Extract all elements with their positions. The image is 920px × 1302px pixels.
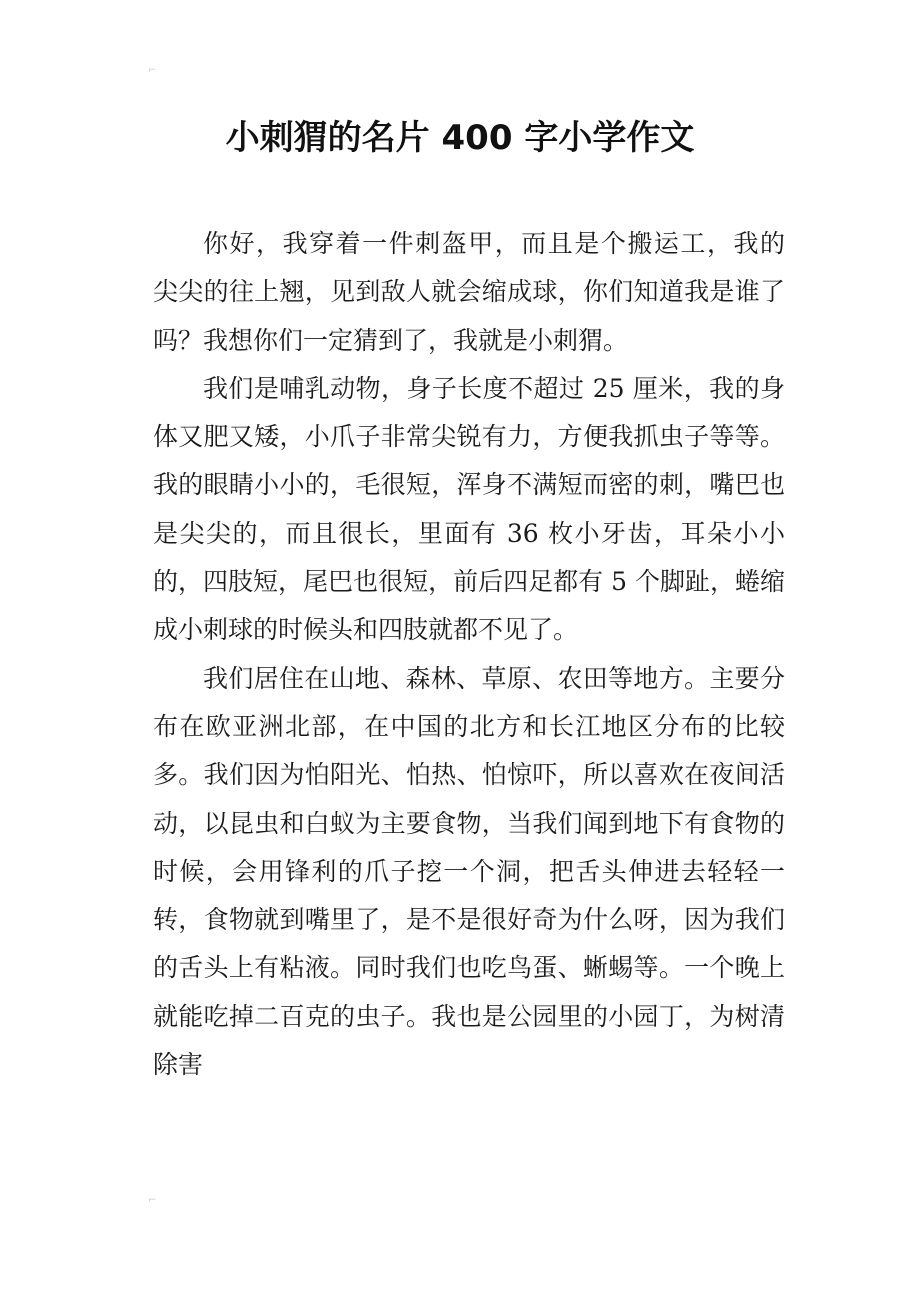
page-title: 小刺猬的名片 400 字小学作文 [225,118,695,158]
crop-mark-icon: ⌐ [148,1195,157,1206]
paragraph-1: 你好，我穿着一件刺盔甲，而且是个搬运工，我的 尖尖的往上翘，见到敌人就会缩成球，你们知道我是谁了吗？我想你们一定猜到了，我就是小刺猬。 [153,229,785,355]
paragraph-3: 我们居住在山地、森林、草原、农田等地方。主要分布在欧亚洲北部，在中国的北方和长江地区分布的比较多。我们因为怕阳光、怕热、怕惊吓，所以喜欢在夜间活动，以昆虫和白蚁为主要食物，当我们闻到地下有食物的时候，会用锋利的爪子挖一个洞，把舌头伸进去轻轻一转，食物就到嘴里了，是不是很好奇为什么呀，因为我们的舌头上有粘液。同时我们也吃鸟蛋、蜥蜴等。一个晚上就能吃掉二百克的虫子。我也是公园里的小园丁，为树清除害 [153,663,785,1080]
paragraph-2: 我们是哺乳动物，身子长度不超过 25 厘米，我的身体又肥又矮，小爪子非常尖锐有力，方便我抓虫子等等。我的眼睛小小的，毛很短，浑身不满短而密的刺，嘴巴也是尖尖的，而且很长，里面有 36 枚小牙齿，耳朵小小的，四肢短，尾巴也很短，前后四足都有 5 个脚趾，蜷缩成小刺球的时候头和四肢就都不见了。 [153,373,785,645]
crop-mark-icon: ⌐ [148,65,157,76]
document-body [153,220,785,1089]
